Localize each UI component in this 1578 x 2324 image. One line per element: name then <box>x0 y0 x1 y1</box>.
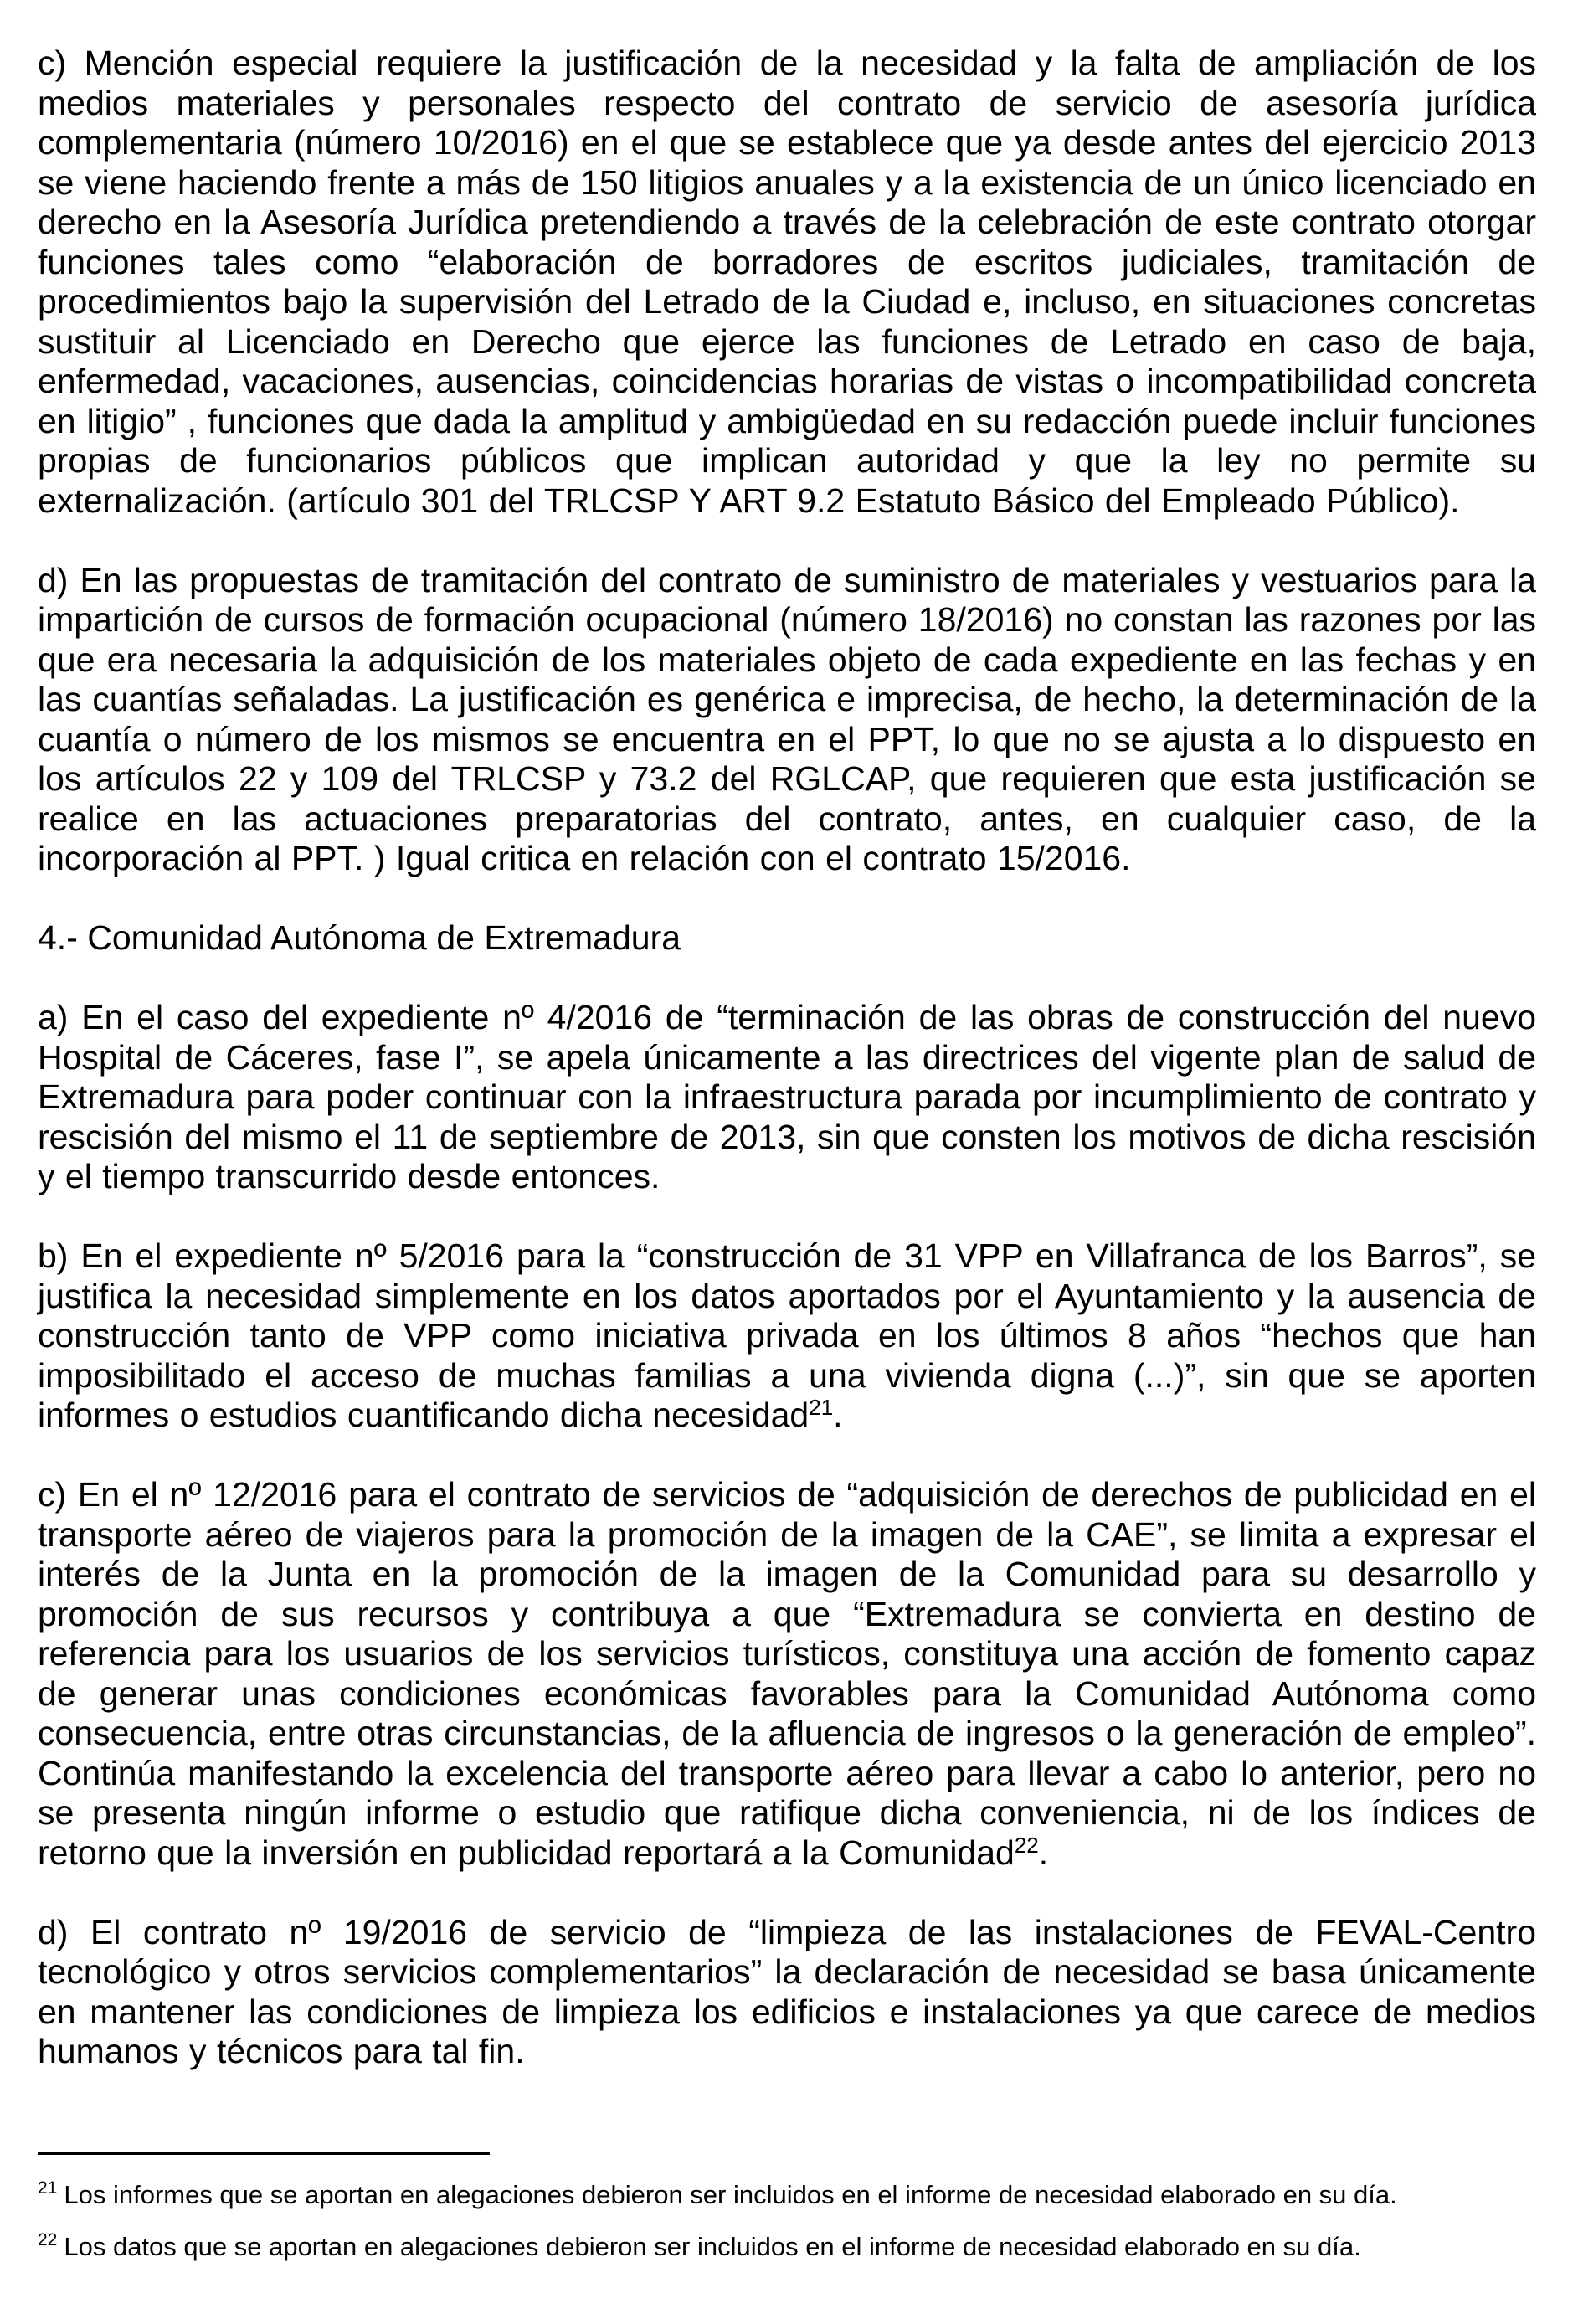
footnotes-section <box>38 2152 1536 2282</box>
paragraph <box>38 561 1536 879</box>
paragraph-text: . <box>833 1396 843 1434</box>
footnote-text: Los informes que se aportan en alegaciones debieron ser incluidos en el informe de necesidad elaborado en su día. <box>64 2180 1397 2209</box>
footnote-marker: 21 <box>38 2178 58 2198</box>
paragraph <box>38 1475 1536 1873</box>
paragraph <box>38 1237 1536 1436</box>
footnote-marker: 22 <box>38 2230 58 2249</box>
paragraph <box>38 44 1536 521</box>
paragraph <box>38 998 1536 1197</box>
paragraph-text: 4.- Comunidad Autónoma de Extremadura <box>38 918 681 957</box>
footnote-separator <box>38 2152 490 2155</box>
document-body <box>38 44 1536 2111</box>
paragraph-text: d) El contrato nº 19/2016 de servicio de “limpieza de las instalaciones de FEVAL-Centro tecnológico y otros servicios complementarios” la declaración de necesidad se basa únicamente en mantener las condiciones de limpieza los edificios e instalaciones ya que carece de medios humanos y técnicos para tal fin. <box>38 1912 1536 2070</box>
paragraph-text: c) Mención especial requiere la justificación de la necesidad y la falta de ampliación de los medios materiales y personales respecto del contrato de servicio de asesoría jurídica complementaria (número 10/2016) en el que se establece que ya desde antes del ejercicio 2013 se viene haciendo frente a más de 150 litigios anuales y a la existencia de un único licenciado en derecho en la Asesoría Jurídica pretendiendo a través de la celebración de este contrato otorgar funciones tales como “elaboración de borradores de escritos judiciales, tramitación de procedimientos bajo la supervisión del Letrado de la Ciudad e, incluso, en situaciones concretas sustituir al Licenciado en Derecho que ejerce las funciones de Letrado en caso de baja, enfermedad, vacaciones, ausencias, coincidencias horarias de vistas o incompatibilidad concreta en litigio” , funciones que dada la amplitud y ambigüedad en su redacción puede incluir funciones propias de funcionarios públicos que implican autoridad y que la ley no permite su externalización. (artículo 301 del TRLCSP Y ART 9.2 Estatuto Básico del Empleado Público). <box>38 44 1536 520</box>
paragraph-text: d) En las propuestas de tramitación del contrato de suministro de materiales y vestuarios para la impartición de cursos de formación ocupacional (número 18/2016) no constan las razones por las que era necesaria la adquisición de los materiales objeto de cada expediente en las fechas y en las cuantías señaladas. La justificación es genérica e imprecisa, de hecho, la determinación de la cuantía o número de los mismos se encuentra en el PPT, lo que no se ajusta a lo dispuesto en los artículos 22 y 109 del TRLCSP y 73.2 del RGLCAP, que requieren que esta justificación se realice en las actuaciones preparatorias del contrato, antes, en cualquier caso, de la incorporación al PPT. ) Igual critica en relación con el contrato 15/2016. <box>38 560 1536 877</box>
section-heading <box>38 918 1536 959</box>
paragraph <box>38 1913 1536 2072</box>
paragraph-text: a) En el caso del expediente nº 4/2016 de “terminación de las obras de construcción del nuevo Hospital de Cáceres, fase I”, se apela únicamente a las directrices del vigente plan de salud de Extremadura para poder continuar con la infraestructura parada por incumplimiento de contrato y rescisión del mismo el 11 de septiembre de 2013, sin que consten los motivos de dicha rescisión y el tiempo transcurrido desde entonces. <box>38 998 1536 1195</box>
footnote <box>38 2178 1536 2212</box>
paragraph-text: c) En el nº 12/2016 para el contrato de servicios de “adquisición de derechos de publicidad en el transporte aéreo de viajeros para la promoción de la imagen de la CAE”, se limita a expresar el interés de la Junta en la promoción de la imagen de la Comunidad para su desarrollo y promoción de sus recursos y contribuya a que “Extremadura se convierta en destino de referencia para los usuarios de los servicios turísticos, constituya una acción de fomento capaz de generar unas condiciones económicas favorables para la Comunidad Autónoma como consecuencia, entre otras circunstancias, de la afluencia de ingresos o la generación de empleo”. Continúa manifestando la excelencia del transporte aéreo para llevar a cabo lo anterior, pero no se presenta ningún informe o estudio que ratifique dicha conveniencia, ni de los índices de retorno que la inversión en publicidad reportará a la Comunidad <box>38 1475 1536 1872</box>
footnote <box>38 2230 1536 2264</box>
footnote-text: Los datos que se aportan en alegaciones debieron ser incluidos en el informe de necesidad elaborado en su día. <box>64 2232 1361 2261</box>
footnote-ref: 22 <box>1014 1832 1039 1858</box>
paragraph-text: b) En el expediente nº 5/2016 para la “construcción de 31 VPP en Villafranca de los Barros”, se justifica la necesidad simplemente en los datos aportados por el Ayuntamiento y la ausencia de construcción tanto de VPP como iniciativa privada en los últimos 8 años “hechos que han imposibilitado el acceso de muchas familias a una vivienda digna (...)”, sin que se aporten informes o estudios cuantificando dicha necesidad <box>38 1237 1536 1434</box>
paragraph-text: . <box>1038 1833 1049 1872</box>
footnote-ref: 21 <box>809 1395 834 1420</box>
footnote-list <box>38 2178 1536 2264</box>
